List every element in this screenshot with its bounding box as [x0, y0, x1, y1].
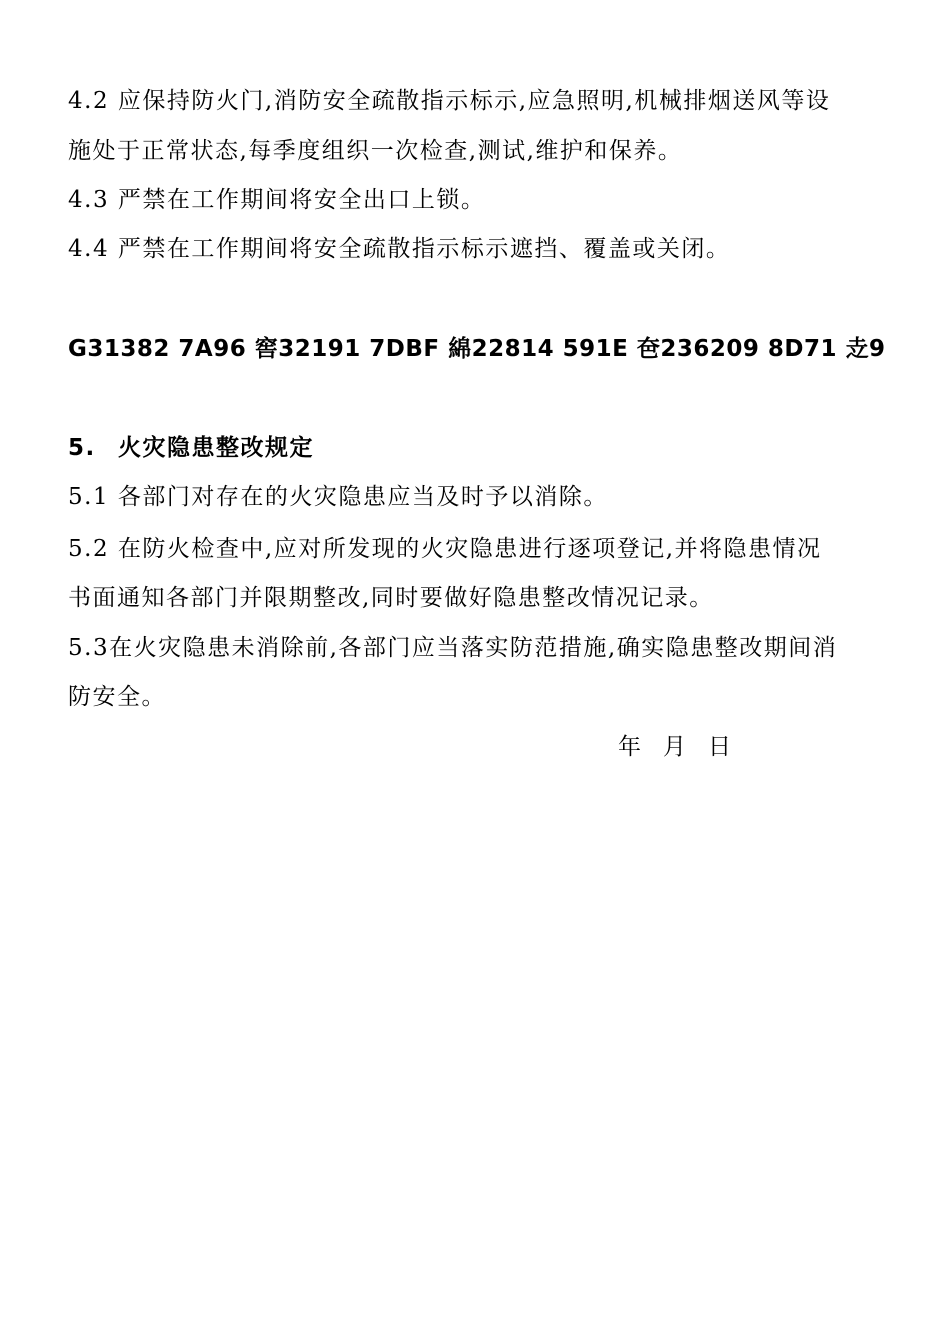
item-4-3: 4.3 严禁在工作期间将安全出口上锁。	[68, 187, 486, 213]
item-5-3-line-2: 防安全。	[68, 684, 166, 710]
item-5-1: 5.1 各部门对存在的火灾隐患应当及时予以消除。	[68, 484, 608, 510]
item-4-2-line-2: 施处于正常状态,每季度组织一次检查,测试,维护和保养。	[68, 138, 683, 164]
section-5-title: 火灾隐患整改规定	[118, 435, 314, 461]
item-4-2-line-1: 4.2 应保持防火门,消防安全疏散指示标示,应急照明,机械排烟送风等设	[68, 88, 831, 114]
item-5-3-line-1: 5.3在火灾隐患未消除前,各部门应当落实防范措施,确实隐患整改期间消	[68, 635, 838, 661]
code-line: G31382 7A96 窖32191 7DBF 綿22814 591E 夿236209 8D71 赱9	[68, 336, 886, 362]
date-month: 月	[663, 734, 686, 760]
item-4-4: 4.4 严禁在工作期间将安全疏散指示标示遮挡、覆盖或关闭。	[68, 236, 731, 262]
item-5-2-line-2: 书面通知各部门并限期整改,同时要做好隐患整改情况记录。	[68, 585, 714, 611]
date-line	[618, 732, 731, 762]
date-year: 年	[618, 734, 641, 760]
date-day: 日	[708, 734, 731, 760]
section-5-number: 5.	[68, 435, 96, 461]
section-5-heading	[68, 433, 314, 463]
item-5-2-line-1: 5.2 在防火检查中,应对所发现的火灾隐患进行逐项登记,并将隐患情况	[68, 536, 822, 562]
